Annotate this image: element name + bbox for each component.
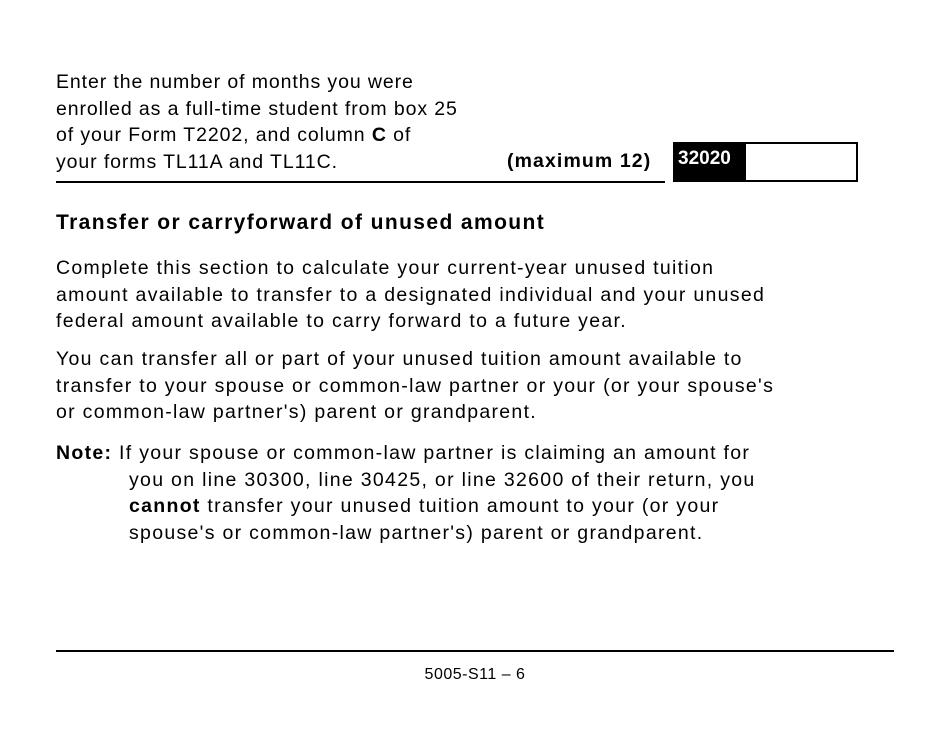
note-line: Note: If your spouse or common-law partner is claiming an amount for [56,442,751,464]
paragraph-line: federal amount available to carry forward to a future year. [56,310,627,332]
maximum-label: (maximum 12) [507,150,652,172]
paragraph-line: Complete this section to calculate your current-year unused tuition [56,257,715,279]
footer-divider [56,650,894,652]
months-instruction-line: enrolled as a full-time student from box 25 [56,97,458,120]
months-instruction [56,69,506,175]
months-input-field[interactable] [746,142,858,182]
instruction-underline [56,181,665,183]
note-line: spouse's or common-law partner's) parent or grandparent. [129,521,704,544]
line-number-badge: 32020 [673,142,746,182]
paragraph-line: You can transfer all or part of your unused tuition amount available to [56,348,743,370]
note-line: cannot transfer your unused tuition amount to your (or your [129,495,720,517]
intro-paragraph [56,255,765,335]
note-block [56,440,756,546]
column-c-label: C [371,124,387,146]
cannot-emphasis: cannot [129,495,201,517]
months-instruction-line: of your Form T2202, and column C of [56,124,412,146]
paragraph-line: or common-law partner's) parent or grandparent. [56,401,538,423]
note-line: you on line 30300, line 30425, or line 32600 of their return, you [129,468,756,491]
paragraph-line: amount available to transfer to a designated individual and your unused [56,283,766,306]
months-instruction-line: your forms TL11A and TL11C. [56,150,338,173]
page-number: 5005-S11 – 6 [424,666,526,683]
months-instruction-line: Enter the number of months you were [56,71,414,93]
note-label: Note: [56,442,113,464]
section-heading: Transfer or carryforward of unused amount [56,211,546,234]
transfer-paragraph [56,346,774,426]
paragraph-line: transfer to your spouse or common-law partner or your (or your spouse's [56,374,775,397]
